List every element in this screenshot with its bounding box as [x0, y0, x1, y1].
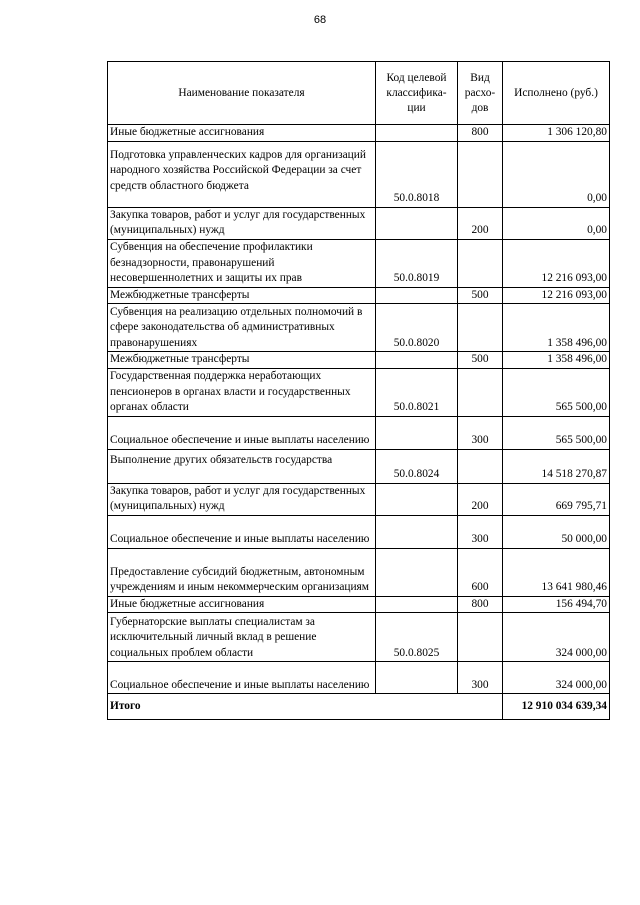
row-code	[376, 125, 458, 142]
row-code	[376, 287, 458, 304]
row-code	[376, 596, 458, 613]
table-header-row	[108, 62, 610, 125]
row-amount: 0,00	[503, 207, 610, 239]
row-vid: 300	[458, 662, 503, 694]
row-code	[376, 483, 458, 515]
row-amount: 1 358 496,00	[503, 352, 610, 369]
table-row	[108, 239, 610, 287]
table-row	[108, 141, 610, 207]
row-code	[376, 352, 458, 369]
table-row	[108, 304, 610, 352]
row-amount: 669 795,71	[503, 483, 610, 515]
row-amount: 0,00	[503, 141, 610, 207]
table-row	[108, 483, 610, 515]
table-row	[108, 613, 610, 662]
total-label: Итого	[108, 694, 503, 720]
row-amount: 156 494,70	[503, 596, 610, 613]
header-name: Наименование показателя	[108, 62, 376, 125]
row-name: Губернаторские выплаты специалистам за исключительный личный вклад в решение социальных проблем области	[108, 613, 376, 662]
row-name: Субвенция на обеспечение профилактики безнадзорности, правонарушений несовершеннолетних и защиты их прав	[108, 239, 376, 287]
row-vid: 500	[458, 352, 503, 369]
table-row	[108, 515, 610, 548]
table-row	[108, 548, 610, 596]
row-amount: 324 000,00	[503, 662, 610, 694]
header-code: Код целевой классифика- ции	[376, 62, 458, 125]
header-vid: Вид расхо- дов	[458, 62, 503, 125]
row-amount: 14 518 270,87	[503, 449, 610, 483]
row-name: Государственная поддержка неработающих пенсионеров в органах власти и государственных органах области	[108, 368, 376, 416]
row-amount: 565 500,00	[503, 368, 610, 416]
row-code	[376, 207, 458, 239]
table-row	[108, 368, 610, 416]
row-amount: 50 000,00	[503, 515, 610, 548]
row-code	[376, 662, 458, 694]
row-code: 50.0.8018	[376, 141, 458, 207]
row-name: Иные бюджетные ассигнования	[108, 125, 376, 142]
row-code: 50.0.8020	[376, 304, 458, 352]
header-amount: Исполнено (руб.)	[503, 62, 610, 125]
row-code: 50.0.8025	[376, 613, 458, 662]
row-vid: 200	[458, 483, 503, 515]
row-amount: 1 358 496,00	[503, 304, 610, 352]
table-row	[108, 596, 610, 613]
row-vid	[458, 141, 503, 207]
table-row	[108, 352, 610, 369]
row-vid	[458, 239, 503, 287]
row-code	[376, 515, 458, 548]
row-name: Иные бюджетные ассигнования	[108, 596, 376, 613]
row-vid	[458, 449, 503, 483]
row-name: Выполнение других обязательств государства	[108, 449, 376, 483]
row-name: Предоставление субсидий бюджетным, автономным учреждениям и иным некоммерческим организациям	[108, 548, 376, 596]
row-vid: 800	[458, 596, 503, 613]
row-code: 50.0.8021	[376, 368, 458, 416]
row-amount: 565 500,00	[503, 416, 610, 449]
row-name: Социальное обеспечение и иные выплаты населению	[108, 416, 376, 449]
table-row	[108, 449, 610, 483]
row-amount: 13 641 980,46	[503, 548, 610, 596]
row-name: Закупка товаров, работ и услуг для государственных (муниципальных) нужд	[108, 207, 376, 239]
row-name: Закупка товаров, работ и услуг для государственных (муниципальных) нужд	[108, 483, 376, 515]
row-code	[376, 548, 458, 596]
total-row	[108, 694, 610, 720]
row-code: 50.0.8024	[376, 449, 458, 483]
row-amount: 324 000,00	[503, 613, 610, 662]
row-name: Межбюджетные трансферты	[108, 287, 376, 304]
row-amount: 1 306 120,80	[503, 125, 610, 142]
row-name: Социальное обеспечение и иные выплаты населению	[108, 515, 376, 548]
page-number: 68	[313, 14, 327, 26]
table-row	[108, 125, 610, 142]
row-amount: 12 216 093,00	[503, 239, 610, 287]
row-vid	[458, 368, 503, 416]
table-row	[108, 662, 610, 694]
total-amount: 12 910 034 639,34	[503, 694, 610, 720]
row-name: Субвенция на реализацию отдельных полномочий в сфере законодательства об административных правонарушениях	[108, 304, 376, 352]
row-amount: 12 216 093,00	[503, 287, 610, 304]
row-name: Социальное обеспечение и иные выплаты населению	[108, 662, 376, 694]
row-vid: 500	[458, 287, 503, 304]
row-vid	[458, 304, 503, 352]
table-row	[108, 416, 610, 449]
row-vid: 200	[458, 207, 503, 239]
table-row	[108, 287, 610, 304]
row-vid: 300	[458, 515, 503, 548]
row-name: Подготовка управленческих кадров для организаций народного хозяйства Российской Федерации за счет средств областного бюджета	[108, 141, 376, 207]
table-row	[108, 207, 610, 239]
row-vid: 600	[458, 548, 503, 596]
row-code: 50.0.8019	[376, 239, 458, 287]
row-name: Межбюджетные трансферты	[108, 352, 376, 369]
row-code	[376, 416, 458, 449]
budget-table	[107, 61, 610, 720]
row-vid: 300	[458, 416, 503, 449]
row-vid	[458, 613, 503, 662]
row-vid: 800	[458, 125, 503, 142]
